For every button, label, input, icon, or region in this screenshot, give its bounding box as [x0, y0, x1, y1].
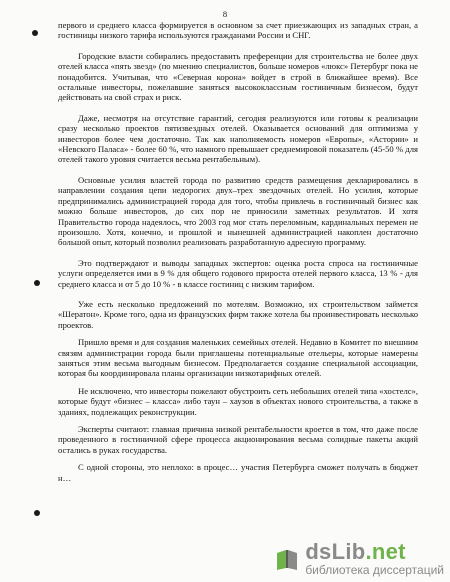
margin-bullet-middle	[34, 280, 40, 286]
paragraph-10: С одной стороны, это неплохо: в процес… участия Петербурга сможет получать в бюджет н…	[58, 462, 418, 483]
dslib-watermark	[274, 541, 444, 576]
page-number: 8	[222, 9, 228, 19]
margin-bullet-bottom	[34, 510, 40, 516]
paragraph-9: Эксперты считают: главная причина низкой рентабельности кроется в том, что даже после проведенного в гостиничной сфере процесса акционирования весьма солидные пакеты акций остались в руках государства.	[58, 424, 418, 455]
margin-bullet-top	[32, 30, 38, 36]
watermark-brand: dsLib.net	[305, 539, 406, 564]
watermark-caption: библиотека диссертаций	[305, 563, 444, 577]
book-logo-icon	[274, 546, 300, 572]
paragraph-3: Даже, несмотря на отсутствие гарантий, сегодня реализуются или готовы к реализации сразу несколько проектов пятизвездных отелей. Оказывается оснований для оптимизма у инвесторов более чем достаточно. Так как наполняемость номеров «Европы», «Астории» и «Невского Паласа» - более 60 %, что намного превышает среднемировой показатель (45-50 % для отелей такого уровня считается весьма рентабельным).	[58, 112, 418, 165]
document-body	[58, 20, 418, 493]
paragraph-1: первого и среднего класса формируется в основном за счет приезжающих из западных стран, а гостиницы низкого тарифа используются гражданами России и СНГ.	[58, 20, 418, 41]
paragraph-6: Уже есть несколько предложений по мотелям. Возможно, их строительством займется «Шератон». Кроме того, одна из французских фирм также хотела бы проинвестировать несколько проектов.	[58, 298, 418, 330]
paragraph-4: Основные усилия властей города по развитию средств размещения декларировались в направлении создания цепи недорогих двух–трех звездочных отелей. Но усилия, которые предпринимались администрацией города для того, чтобы привлечь в гостиничный бизнес как можно больше инвесторов, до сих пор не приносили заметных результатов. И хотя Правительство города надеялось, что 2003 год мог стать переломным, кардинальных перемен не произошло. Хотя, конечно, и прошлой и нынешней администрацией накоплен достаточно большой опыт, который позволил реализовать разработанную адресную программу.	[58, 174, 418, 248]
paragraph-7: Пришло время и для создания маленьких семейных отелей. Недавно в Комитет по внешним связям администрации города были приглашены потенциальные отельеры, которые намерены заняться этим весьма выгодным бизнесом. Предполагается создание специальной ассоциации, которая бы координировала планы организации низкотарифных отелей.	[58, 337, 418, 379]
paragraph-8: Не исключено, что инвесторы пожелают обустроить сеть небольших отелей типа «хостелс», которые будут «бизнес – класса» либо таун – хаузов в объектах нового строительства, а также в зданиях, подлежащих реконструкции.	[58, 385, 418, 417]
paragraph-5: Это подтверждают и выводы западных экспертов: оценка роста спроса на гостиничные услуги определяется ими в 9 % для общего годового прироста отелей первого класса, 13 % - для среднего класса и от 5 до 10 % - в классе гостиниц с низким тарифом.	[58, 257, 418, 289]
paragraph-2: Городские власти собирались предоставить преференции для строительства не более двух отелей класса «пять звезд» (по мнению специалистов, больше номеров «люкс» Петербург пока не понадобится. Учитывая, что «Северная корона» войдет в строй в ближайшее время). Все остальные инвесторы, пожелавшие заняться высококлассным гостиничным бизнесом, будут действовать на свой страх и риск.	[58, 50, 418, 103]
